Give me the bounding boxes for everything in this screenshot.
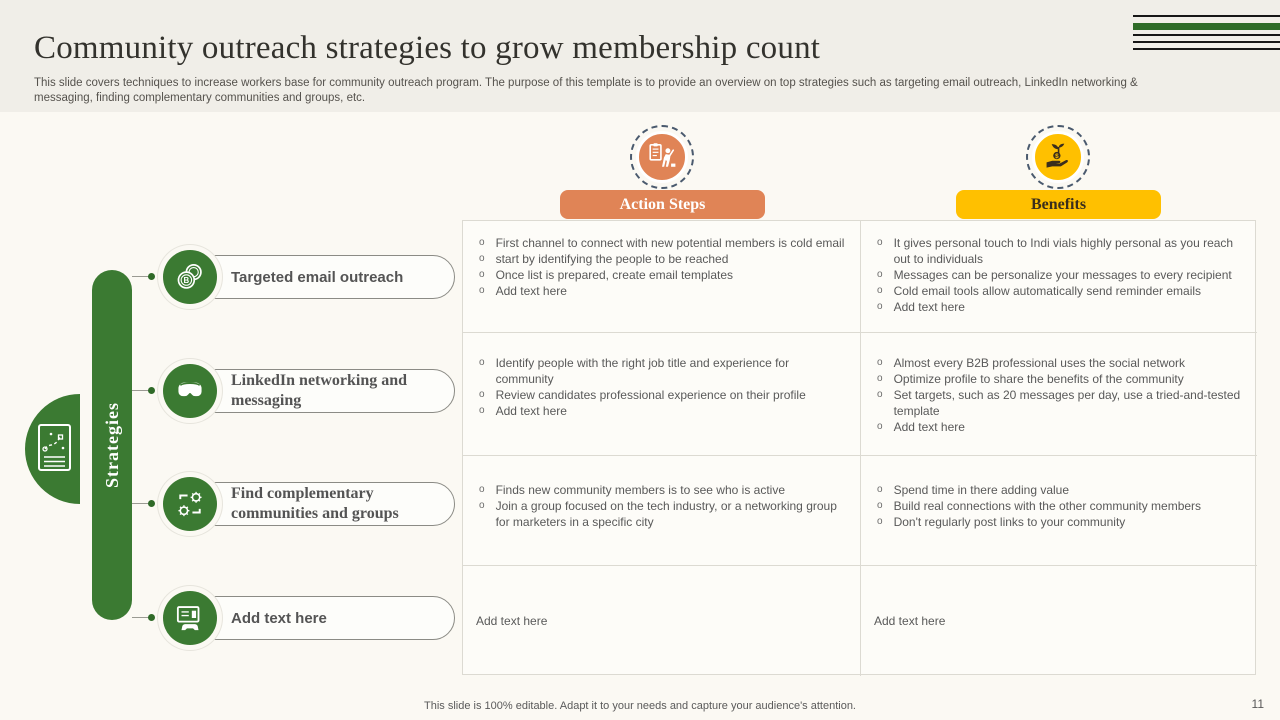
list-item: o Once list is prepared, create email templates: [476, 267, 850, 283]
strategy-item-targeted-email: [132, 250, 458, 304]
list-item: o First channel to connect with new potential members is cold email: [476, 235, 850, 251]
deco-green-bar: [1133, 23, 1280, 30]
list-item: o Build real connections with the other community members: [874, 498, 1247, 514]
benefits-list: [874, 482, 1247, 530]
list-item: o Don't regularly post links to your community: [874, 514, 1247, 530]
strategy-label: Targeted email outreach: [231, 268, 404, 286]
strategy-item-complementary: [132, 477, 458, 531]
strategy-pill: [175, 596, 455, 640]
connector-dot: [148, 273, 155, 280]
action-steps-badge: [630, 125, 694, 189]
benefits-list: [874, 235, 1247, 315]
coins-icon: [163, 250, 217, 304]
svg-text:B: B: [183, 276, 190, 286]
deco-line: [1133, 15, 1280, 17]
column-header-benefits: Benefits: [956, 190, 1161, 219]
page-number: 11: [1251, 697, 1264, 711]
network-gears-icon: [163, 477, 217, 531]
list-item: o Join a group focused on the tech industry, or a networking group for marketers in a specific city: [476, 498, 850, 530]
cell-action-steps-row4: Add text here: [463, 566, 861, 676]
column-header-action-steps: Action Steps: [560, 190, 765, 219]
strategy-label: Find complementary communities and groups: [231, 485, 399, 522]
hand-plant-coin-icon: [1042, 139, 1074, 176]
vr-headset-icon: [163, 364, 217, 418]
strategy-item-add-text: [132, 591, 458, 645]
cell-benefits-row4: Add text here: [874, 614, 946, 628]
page-title: Community outreach strategies to grow membership count: [34, 30, 821, 66]
cell-benefits-row3: [861, 456, 1257, 566]
list-item: o Almost every B2B professional uses the social network: [874, 355, 1247, 371]
list-item: o Optimize profile to share the benefits of the community: [874, 371, 1247, 387]
deco-line: [1133, 34, 1280, 36]
list-item: o Identify people with the right job title and experience for community: [476, 355, 850, 387]
strategies-table: [462, 220, 1256, 675]
list-item: o Review candidates professional experience on their profile: [476, 387, 850, 403]
footer-note: This slide is 100% editable. Adapt it to your needs and capture your audience's attention.: [424, 700, 856, 712]
list-item: o Add text here: [476, 403, 850, 419]
connector-dot: [148, 614, 155, 621]
list-item: o Add text here: [874, 299, 1247, 315]
strategy-pill: [175, 369, 455, 413]
strategies-half-disk: [25, 394, 80, 504]
cell-benefits-row2: [861, 333, 1257, 456]
cell-action-steps-row3: [463, 456, 861, 566]
deco-line: [1133, 41, 1280, 43]
benefits-badge: [1026, 125, 1090, 189]
list-item: o Set targets, such as 20 messages per day, use a tried-and-tested template: [874, 387, 1247, 419]
screen-controller-icon: [163, 591, 217, 645]
list-item: o Finds new community members is to see who is active: [476, 482, 850, 498]
strategy-pill: [175, 255, 455, 299]
clipboard-person-icon: [647, 140, 677, 175]
list-item: o It gives personal touch to Indi vials highly personal as you reach out to individuals: [874, 235, 1247, 267]
strategies-label: Strategies: [101, 402, 122, 488]
strategy-label: Add text here: [231, 609, 327, 627]
decorative-lines: [1133, 15, 1280, 53]
benefits-list: [874, 355, 1247, 435]
connector-dot: [148, 387, 155, 394]
page-subtitle: This slide covers techniques to increase workers base for community outreach program. The purpose of this template is to provide an overview on top strategies such as targeting email outreach, LinkedIn networking & messaging, finding complementary communities and groups, etc.: [34, 77, 1138, 104]
list-item: o Messages can be personalize your messages to every recipient: [874, 267, 1247, 283]
list-item: o Spend time in there adding value: [874, 482, 1247, 498]
strategy-item-linkedin: [132, 364, 458, 418]
list-item: o Add text here: [874, 419, 1247, 435]
svg-text:$: $: [1055, 152, 1059, 160]
strategy-pill: [175, 482, 455, 526]
deco-line: [1133, 48, 1280, 50]
list-item: o Cold email tools allow automatically send reminder emails: [874, 283, 1247, 299]
cell-action-steps-row1: [463, 221, 861, 333]
action-steps-list: [476, 235, 850, 299]
action-steps-list: [476, 482, 850, 530]
list-item: o Add text here: [476, 283, 850, 299]
cell-action-steps-row2: [463, 333, 861, 456]
strategy-label: LinkedIn networking and messaging: [231, 372, 408, 409]
strategies-bar: [92, 270, 132, 620]
cell-benefits-row1: [861, 221, 1257, 333]
connector-dot: [148, 500, 155, 507]
action-steps-list: [476, 355, 850, 419]
list-item: o start by identifying the people to be reached: [476, 251, 850, 267]
